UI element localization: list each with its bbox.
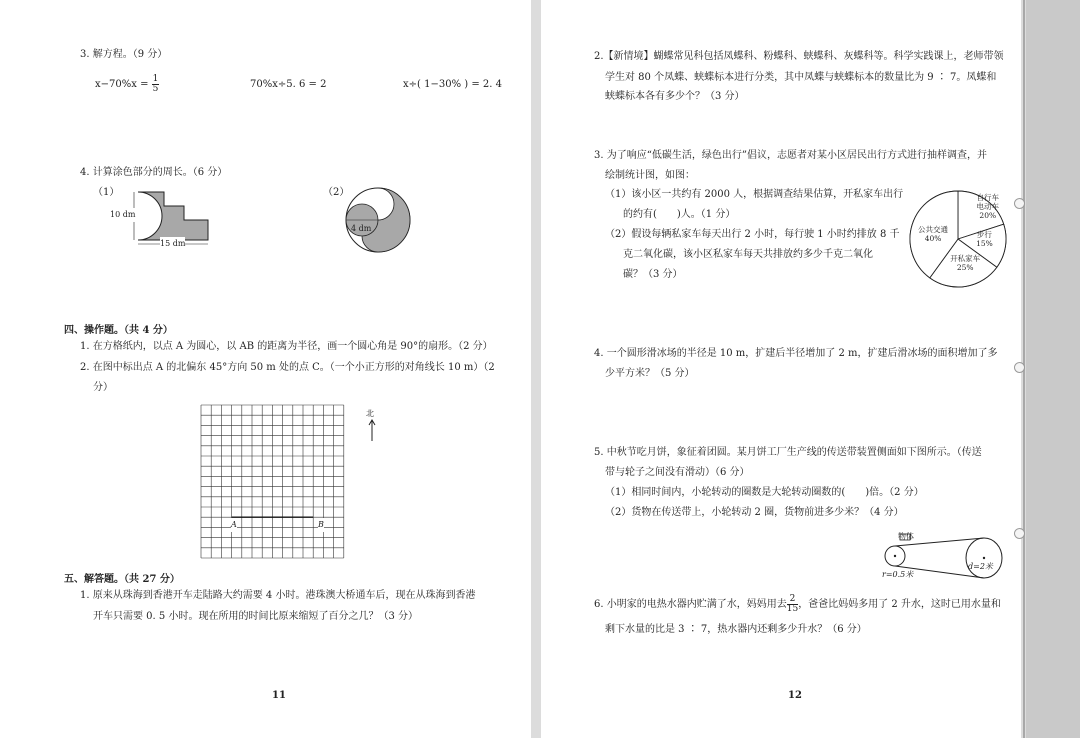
figure-2-shape xyxy=(346,188,412,254)
equation-1-fraction: $\frac{1}{5}$ xyxy=(152,74,159,94)
q3-sub-1-cont: 的约有( )人。（1 分） xyxy=(623,209,736,220)
figure-1-height: 10 dm xyxy=(110,208,135,222)
q5-line-2: 带与轮子之间没有滑动）（6 分） xyxy=(605,467,750,478)
section-5-item-1: 1. 原来从珠海到香港开车走陆路大约需要 4 小时。港珠澳大桥通车后，现在从珠海到香港 xyxy=(80,590,476,601)
pie-label-4: 公共交通 40% xyxy=(918,225,949,244)
point-a-label: A xyxy=(231,518,237,532)
q4-line-1: 4. 一个圆形滑冰场的半径是 10 m，扩建后半径增加了 2 m，扩建后滑冰场的面积增加了多 xyxy=(594,348,998,359)
small-wheel-radius: r=0.5米 xyxy=(882,570,914,579)
equation-1 xyxy=(95,74,159,96)
q6-line-1 xyxy=(594,592,1001,618)
figure-2-label: （2） xyxy=(323,187,350,198)
object-label: 物体 xyxy=(898,532,914,541)
binding-hole xyxy=(1014,528,1025,539)
q4-title: 4. 计算涂色部分的周长。（6 分） xyxy=(80,167,228,178)
pie-label-3: 开私家车 25% xyxy=(950,253,981,272)
equation-1-text: x−70%x = xyxy=(95,79,149,90)
figure-2-length: 4 dm xyxy=(351,224,372,233)
q6-text-b: ，爸爸比妈妈多用了 2 升水，这时已用水量和 xyxy=(798,599,1001,610)
section-4-title: 四、操作题。（共 4 分） xyxy=(64,325,173,336)
square-grid xyxy=(201,405,347,559)
section-4-item-1: 1. 在方格纸内，以点 A 为圆心，以 AB 的距离为半径，画一个圆心角是 90°的扇形。（2 分） xyxy=(80,341,493,352)
big-wheel-diameter: d=2米 xyxy=(968,562,993,571)
q3-line-1: 3. 为了响应“低碳生活，绿色出行”倡议，志愿者对某小区居民出行方式进行抽样调查，并 xyxy=(594,150,987,161)
pie-label-2: 步行 15% xyxy=(976,229,993,248)
q2-line-2: 学生对 80 个凤蝶、蛱蝶标本进行分类，其中凤蝶与蛱蝶标本的数量比为 9 ∶ 7。凤蝶和 xyxy=(605,72,997,83)
section-5-title: 五、解答题。（共 27 分） xyxy=(64,574,180,585)
q3-sub-1: （1）该小区一共约有 2000 人，根据调查结果估算，开私家车出行 xyxy=(605,189,904,200)
q3-sub-2-cont-2: 碳？（3 分） xyxy=(623,269,683,280)
q5-sub-1: （1）相同时间内，小轮转动的圈数是大轮转动圈数的( )倍。（2 分） xyxy=(605,487,924,498)
q6-line-2: 剩下水量的比是 3 ∶ 7，热水器内还剩多少升水？（6 分） xyxy=(605,624,867,635)
section-4-item-2: 2. 在图中标出点 A 的北偏东 45°方向 50 m 处的点 C。（一个小正方形的对角线长 10 m）（2 xyxy=(80,362,495,373)
page-number-right: 12 xyxy=(788,690,802,701)
q4-line-2: 少平方米？（5 分） xyxy=(605,368,695,379)
q3-title: 3. 解方程。（9 分） xyxy=(80,49,168,60)
q3-sub-2-cont: 克二氧化碳，该小区私家车每天共排放约多少千克二氧化 xyxy=(623,249,873,260)
north-label: 北 xyxy=(366,409,374,418)
figure-1-label: （1） xyxy=(93,187,120,198)
section-4-item-2-cont: 分） xyxy=(93,382,113,393)
page-number-left: 11 xyxy=(272,690,286,701)
q3-line-2: 绘制统计图，如图： xyxy=(605,170,695,181)
travel-mode-pie-chart xyxy=(900,185,1016,295)
q5-line-1: 5. 中秋节吃月饼，象征着团圆。某月饼工厂生产线的传送带装置侧面如下图所示。（传送 xyxy=(594,447,982,458)
side-strip xyxy=(1026,0,1080,738)
section-5-item-1-cont: 开车只需要 0. 5 小时。现在所用的时间比原来缩短了百分之几？（3 分） xyxy=(93,611,418,622)
equation-2: 70%x÷5. 6 = 2 xyxy=(250,79,327,90)
q6-text-a: 6. 小明家的电热水器内贮满了水，妈妈用去 xyxy=(594,599,787,610)
pie-label-1: 自行车电动车 20% xyxy=(976,193,1000,221)
binding-hole xyxy=(1014,362,1025,373)
q6-fraction: $\frac{2}{15}$ xyxy=(786,594,799,614)
equation-3: x÷( 1−30% ) = 2. 4 xyxy=(403,79,502,90)
q2-line-3: 蛱蝶标本各有多少个？（3 分） xyxy=(605,91,745,102)
north-arrow-icon xyxy=(367,419,377,443)
q2-line-1: 2.【新情境】蝴蝶常见科包括凤蝶科、粉蝶科、蛱蝶科、灰蝶科等。科学实践课上，老师带领 xyxy=(594,51,1004,62)
figure-1-width: 15 dm xyxy=(160,237,185,251)
q5-sub-2: （2）货物在传送带上，小轮转动 2 圈，货物前进多少米？（4 分） xyxy=(605,507,904,518)
point-b-label: B xyxy=(318,518,324,532)
q3-sub-2: （2）假设每辆私家车每天出行 2 小时，每行驶 1 小时约排放 8 千 xyxy=(605,229,900,240)
